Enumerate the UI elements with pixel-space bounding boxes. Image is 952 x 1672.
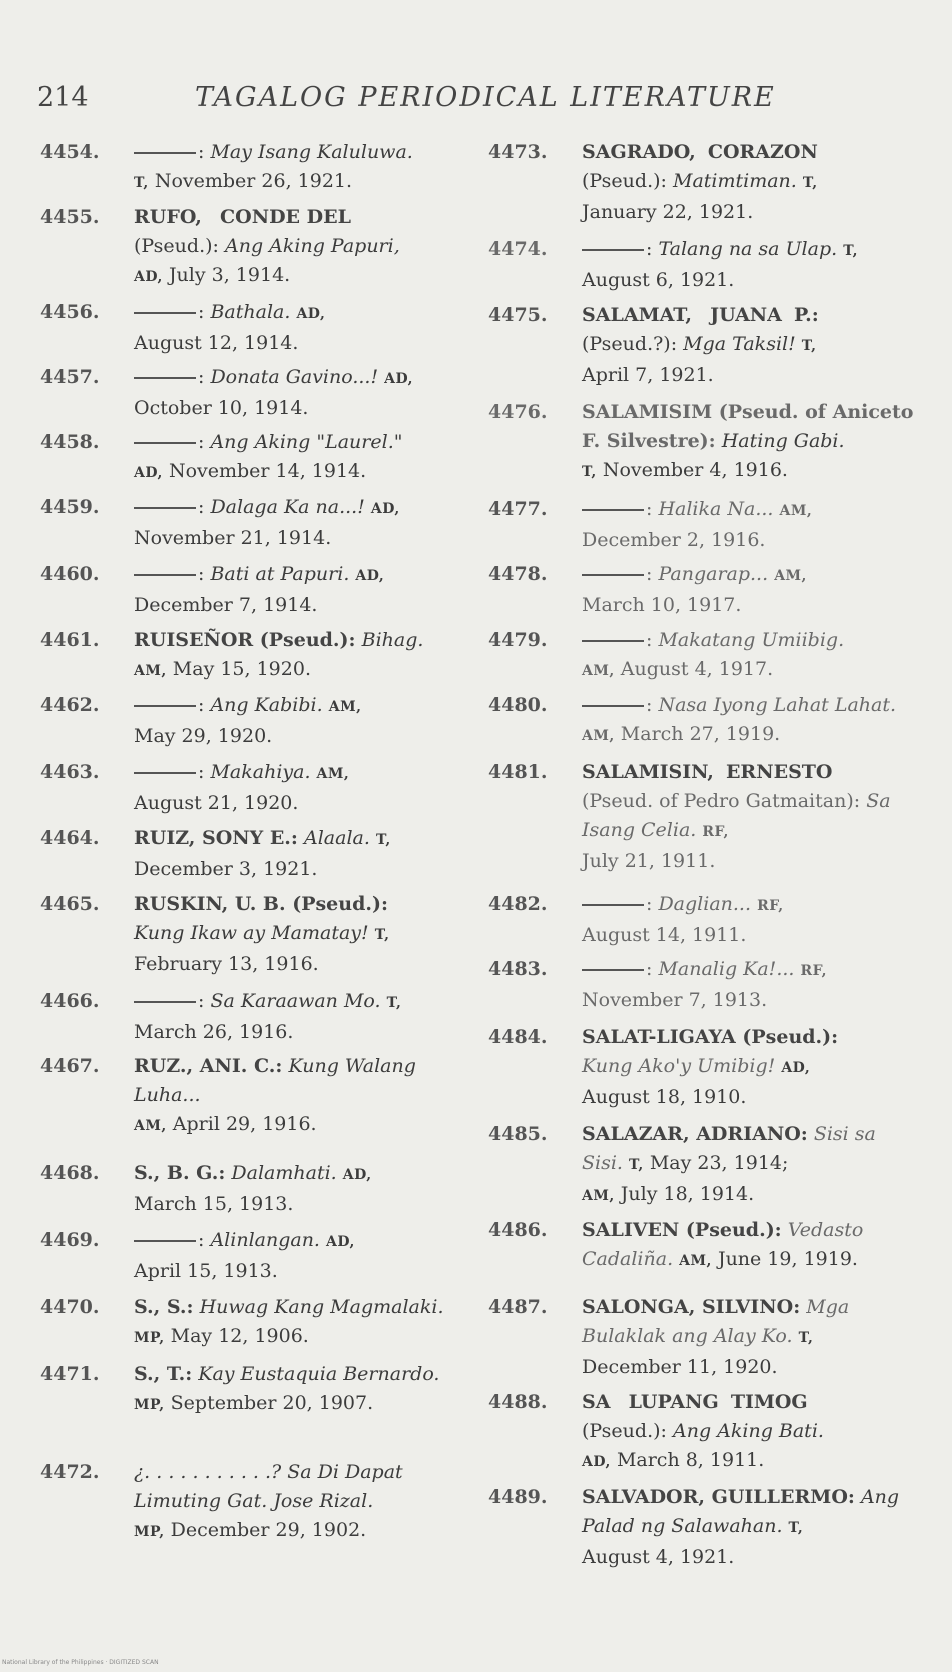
periodical-abbrev: AD, [296,306,326,322]
entry-4489 [488,1483,914,1572]
entry-4466: 4466. : Sa Karaawan Mo. T, March 26, 1916. [40,987,460,1047]
entry-title: Sa Karaawan Mo. [210,990,381,1012]
ditto-dash [582,509,644,511]
entry-title: Mga Taksil! [683,333,796,355]
entry-author: RUIZ, SONY E.: [134,827,298,849]
entry-author: RUISEÑOR (Pseud.): [134,629,356,651]
running-title: TAGALOG PERIODICAL LITERATURE [195,82,776,113]
ditto-dash [582,705,644,707]
ditto-dash [582,640,644,642]
entry-date: April 15, 1913. [134,1260,278,1282]
entry-date: April 29, 1916. [172,1113,317,1135]
entry-number: 4471. [40,1363,100,1385]
periodical-abbrev: MP, [134,1330,165,1346]
entry-number: 4454. [40,141,100,163]
entry-author: SALAMISIN, [582,761,714,783]
entry-date: December 29, 1902. [170,1519,367,1541]
entry-date: March 26, 1916. [134,1021,294,1043]
entry-number: 4477. [488,498,548,520]
periodical-abbrev: AD, [134,269,163,285]
entry-number: 4455. [40,206,100,228]
entry-date: November 21, 1914. [134,527,332,549]
entry-date: December 3, 1921. [134,858,318,880]
entry-4475 [488,301,914,390]
periodical-abbrev: AM, [582,1188,615,1204]
entry-date: September 20, 1907. [170,1392,374,1414]
ditto-dash [582,249,644,251]
entry-date: May 29, 1920. [134,725,273,747]
periodical-abbrev: T, [582,464,597,480]
entry-author: RUSKIN, U. B. (Pseud.): [134,893,388,915]
entry-number: 4466. [40,990,100,1012]
entry-date: August 4, 1917. [620,658,774,680]
entry-title: Alaala. [304,827,370,849]
entry-author: CORAZON [707,141,818,163]
entry-author: SALAMAT, [582,304,692,326]
periodical-abbrev: RF, [800,963,828,979]
entry-number: 4458. [40,431,100,453]
periodical-abbrev: RF, [757,898,784,914]
entry-number: 4479. [488,629,548,651]
entry-author: SAGRADO, [582,141,696,163]
entry-4457: 4457. : Donata Gavino...! AD, October 10, 1914. [40,363,460,423]
entry-4476 [488,398,914,487]
entry-4455 [40,203,460,292]
entry-4472 [40,1458,460,1547]
entry-number: 4463. [40,761,100,783]
entry-number: 4469. [40,1229,100,1251]
entry-title: Ang Kabibi. [210,694,323,716]
entry-4464 [40,824,460,884]
entry-date: April 7, 1921. [582,364,714,386]
entry-number: 4481. [488,761,548,783]
entry-title: Matimtiman. [672,170,797,192]
entry-date: August 21, 1920. [134,792,299,814]
entry-author: JUANA [710,304,782,326]
ditto-dash [582,904,644,906]
entry-number: 4486. [488,1219,548,1241]
entry-number: 4473. [488,141,548,163]
entry-title: Ang Aking Papuri, [224,235,400,257]
entry-date: August 6, 1921. [582,269,735,291]
entry-author: SALAMISIM (Pseud. of Aniceto F. Silvestre): [582,401,914,452]
entry-date: August 14, 1911. [582,924,747,946]
entry-4487 [488,1293,914,1382]
entry-number: 4484. [488,1026,548,1048]
entry-author: SALAZAR, ADRIANO: [582,1123,808,1145]
entry-4467 [40,1052,460,1141]
periodical-abbrev: T, [801,338,817,354]
periodical-abbrev: MP, [134,1397,165,1413]
entry-date: August 4, 1921. [582,1546,735,1568]
entry-number: 4482. [488,893,548,915]
entry-author: LUPANG [628,1391,719,1413]
entry-4468 [40,1159,460,1219]
entry-number: 4467. [40,1055,100,1077]
entry-title: Makahiya. [210,761,311,783]
entry-title: Makatang Umiibig. [658,629,845,651]
periodical-abbrev: RF, [702,824,729,840]
entry-author: P.: [794,304,819,326]
periodical-abbrev: AD, [134,465,163,481]
entry-number: 4464. [40,827,100,849]
entry-title: Donata Gavino...! [210,366,379,388]
periodical-abbrev: AD, [384,371,414,387]
entry-4473 [488,138,914,227]
entry-number: 4489. [488,1486,548,1508]
periodical-abbrev: AM, [582,728,615,744]
scan-credit: National Library of the Philippines · DIGITIZED SCAN [2,1659,159,1666]
entry-4463: 4463. : Makahiya. AM, August 21, 1920. [40,758,460,818]
entry-date: October 10, 1914. [134,397,309,419]
entry-4458: 4458. : Ang Aking "Laurel." AD, November 14, 1914. [40,428,460,488]
entry-title: Ang Palad ng Salawahan. [582,1486,900,1537]
entry-number: 4483. [488,958,548,980]
entry-number: 4462. [40,694,100,716]
entry-title: Dalamhati. [231,1162,337,1184]
entry-number: 4456. [40,301,100,323]
periodical-abbrev: AM, [774,568,807,584]
entry-title: Halika Na... [658,498,774,520]
entry-date: March 15, 1913. [134,1193,294,1215]
entry-date: February 13, 1916. [134,953,319,975]
periodical-abbrev: AM, [134,1118,167,1134]
periodical-abbrev: T, [843,243,858,259]
entry-number: 4472. [40,1461,100,1483]
entry-title: Bihag. [361,629,424,651]
entry-title: Bathala. [210,301,291,323]
periodical-abbrev: AM, [316,766,350,782]
entry-number: 4457. [40,366,100,388]
entry-author: (Pseud.): [134,235,219,257]
entry-title: Pangarap... [658,563,769,585]
entry-author: (Pseud.?): [582,333,678,355]
periodical-abbrev: T, [374,927,390,943]
entry-author: S., T.: [134,1363,193,1385]
entry-date: May 12, 1906. [170,1325,309,1347]
entry-date: November 7, 1913. [582,989,768,1011]
periodical-abbrev: AD, [355,568,385,584]
entry-author: (Pseud.): [582,1420,667,1442]
entry-author: S., S.: [134,1296,194,1318]
entry-date: June 19, 1919. [717,1248,858,1270]
entry-4454: 4454. : May Isang Kaluluwa. T, November 26, 1921. [40,138,460,198]
ditto-dash [134,442,196,444]
entry-4469: 4469. : Alinlangan. AD, April 15, 1913. [40,1226,460,1286]
entry-date: November 4, 1916. [602,459,788,481]
entry-author: SA [582,1391,611,1413]
entry-4460: 4460. : Bati at Papuri. AD, December 7, 1914. [40,560,460,620]
ditto-dash [134,1001,196,1003]
periodical-abbrev: T, [134,175,149,191]
periodical-abbrev: T, [375,832,391,848]
periodical-abbrev: T, [386,995,402,1011]
entry-title: Huwag Kang Magmalaki. [199,1296,444,1318]
periodical-abbrev: AD, [582,1454,611,1470]
entry-number: 4487. [488,1296,548,1318]
entry-date: July 21, 1911. [582,850,716,872]
periodical-abbrev: MP, [134,1524,165,1540]
entry-number: 4468. [40,1162,100,1184]
entry-number: 4488. [488,1391,548,1413]
periodical-abbrev: AM, [779,503,813,519]
periodical-abbrev: AD, [781,1060,811,1076]
entry-number: 4478. [488,563,548,585]
entry-4482: 4482. : Daglian... RF, August 14, 1911. [488,890,914,950]
entry-date: November 14, 1914. [168,460,367,482]
entry-number: 4461. [40,629,100,651]
entry-date: November 26, 1921. [154,170,353,192]
periodical-abbrev: T, [788,1520,804,1536]
periodical-abbrev: T, [629,1157,644,1173]
periodical-abbrev: T, [802,175,818,191]
entry-4478: 4478. : Pangarap... AM, March 10, 1917. [488,560,914,620]
entry-title: Kung Ako'y Umibig! [582,1055,776,1077]
entry-title: Ang Aking "Laurel." [210,431,403,453]
periodical-abbrev: AD, [370,501,400,517]
ditto-dash [134,772,196,774]
entry-author: RUZ., ANI. C.: [134,1055,283,1077]
entry-4456: 4456. : Bathala. AD, August 12, 1914. [40,298,460,358]
entry-4485 [488,1120,914,1211]
entry-4483: 4483. : Manalig Ka!... RF, November 7, 1913. [488,955,914,1015]
entry-title: Kung Walang Luha... [134,1055,416,1106]
entry-author: SALAT-LIGAYA (Pseud.): [582,1026,839,1048]
entry-title: Bati at Papuri. [210,563,350,585]
periodical-abbrev: AM, [328,699,362,715]
entry-title: Sa Isang Celia. [582,790,891,841]
entry-date: May 15, 1920. [172,658,311,680]
entry-4486 [488,1216,914,1276]
entry-title: ¿. . . . . . . . . . .? Sa Di Dapat Limuting Gat. Jose Rizal. [134,1461,403,1512]
entry-author: (Pseud.): [582,170,667,192]
entry-4461 [40,626,460,686]
entry-4471 [40,1360,460,1420]
entry-date: December 2, 1916. [582,529,766,551]
entry-author: SALONGA, SILVINO: [582,1296,801,1318]
periodical-abbrev: AM, [134,663,167,679]
entry-4459: 4459. : Dalaga Ka na...! AD, November 21, 1914. [40,493,460,553]
entry-title: Manalig Ka!... [658,958,795,980]
entry-title: Ang Aking Bati. [672,1420,824,1442]
entry-title: Alinlangan. [210,1229,320,1251]
entry-4477: 4477. : Halika Na... AM, December 2, 1916. [488,495,914,555]
entry-date: January 22, 1921. [582,201,754,223]
entry-4481 [488,758,914,876]
entry-4479: 4479. : Makatang Umiibig. AM, August 4, 1917. [488,626,914,686]
entry-author: SALVADOR, GUILLERMO: [582,1486,855,1508]
entry-author: S., B. G.: [134,1162,226,1184]
entry-date: March 8, 1911. [616,1449,765,1471]
entry-4474: 4474. : Talang na sa Ulap. T, August 6, 1921. [488,235,914,295]
entry-number: 4459. [40,496,100,518]
entry-number: 4476. [488,401,548,423]
periodical-abbrev: AM, [582,663,615,679]
periodical-abbrev: T, [798,1330,814,1346]
entry-date: March 27, 1919. [620,723,781,745]
entry-4465 [40,890,460,979]
entry-date: December 11, 1920. [582,1356,778,1378]
entry-author: TIMOG [730,1391,808,1413]
entry-title: Daglian... [658,893,752,915]
entry-date: August 12, 1914. [134,332,299,354]
entry-author: SALIVEN (Pseud.): [582,1219,782,1241]
ditto-dash [134,507,196,509]
entry-date: March 10, 1917. [582,594,742,616]
entry-title: Hating Gabi. [721,430,845,452]
periodical-abbrev: AD, [342,1167,372,1183]
ditto-dash [134,705,196,707]
ditto-dash [134,152,196,154]
entry-title: May Isang Kaluluwa. [210,141,413,163]
entry-author: ERNESTO [725,761,833,783]
entry-date: July 3, 1914. [168,264,291,286]
entry-date: May 23, 1914; [649,1152,789,1174]
entry-author: CONDE DEL [220,206,351,228]
page-number: 214 [37,82,89,113]
entry-date: August 18, 1910. [582,1086,747,1108]
entry-4462: 4462. : Ang Kabibi. AM, May 29, 1920. [40,691,460,751]
entry-date: July 18, 1914. [620,1183,755,1205]
entry-title: Kay Eustaquia Bernardo. [198,1363,440,1385]
ditto-dash [134,377,196,379]
entry-number: 4474. [488,238,548,260]
entry-number: 4475. [488,304,548,326]
entry-number: 4485. [488,1123,548,1145]
ditto-dash [582,574,644,576]
entry-4484 [488,1023,914,1112]
ditto-dash [582,969,644,971]
entry-4470 [40,1293,460,1353]
entry-title: Dalaga Ka na...! [210,496,365,518]
entry-title: Vedasto Cadaliña. [582,1219,864,1270]
entry-title: Nasa Iyong Lahat Lahat. [658,694,897,716]
entry-date: December 7, 1914. [134,594,318,616]
entry-title: Sisi sa Sisi. [582,1123,876,1174]
entry-title: Mga Bulaklak ang Alay Ko. [582,1296,850,1347]
entry-number: 4470. [40,1296,100,1318]
periodical-abbrev: AM, [679,1253,712,1269]
entry-4488 [488,1388,914,1477]
entry-title: Talang na sa Ulap. [658,238,838,260]
entry-number: 4465. [40,893,100,915]
periodical-abbrev: AD, [326,1234,355,1250]
entry-number: 4460. [40,563,100,585]
entry-author: RUFO, [134,206,202,228]
entry-4480: 4480. : Nasa Iyong Lahat Lahat. AM, March 27, 1919. [488,691,914,751]
ditto-dash [134,312,196,314]
ditto-dash [134,574,196,576]
entry-title: Kung Ikaw ay Mamatay! [134,922,369,944]
ditto-dash [134,1240,196,1242]
entry-author: (Pseud. of Pedro Gatmaitan): [582,790,861,812]
entry-number: 4480. [488,694,548,716]
